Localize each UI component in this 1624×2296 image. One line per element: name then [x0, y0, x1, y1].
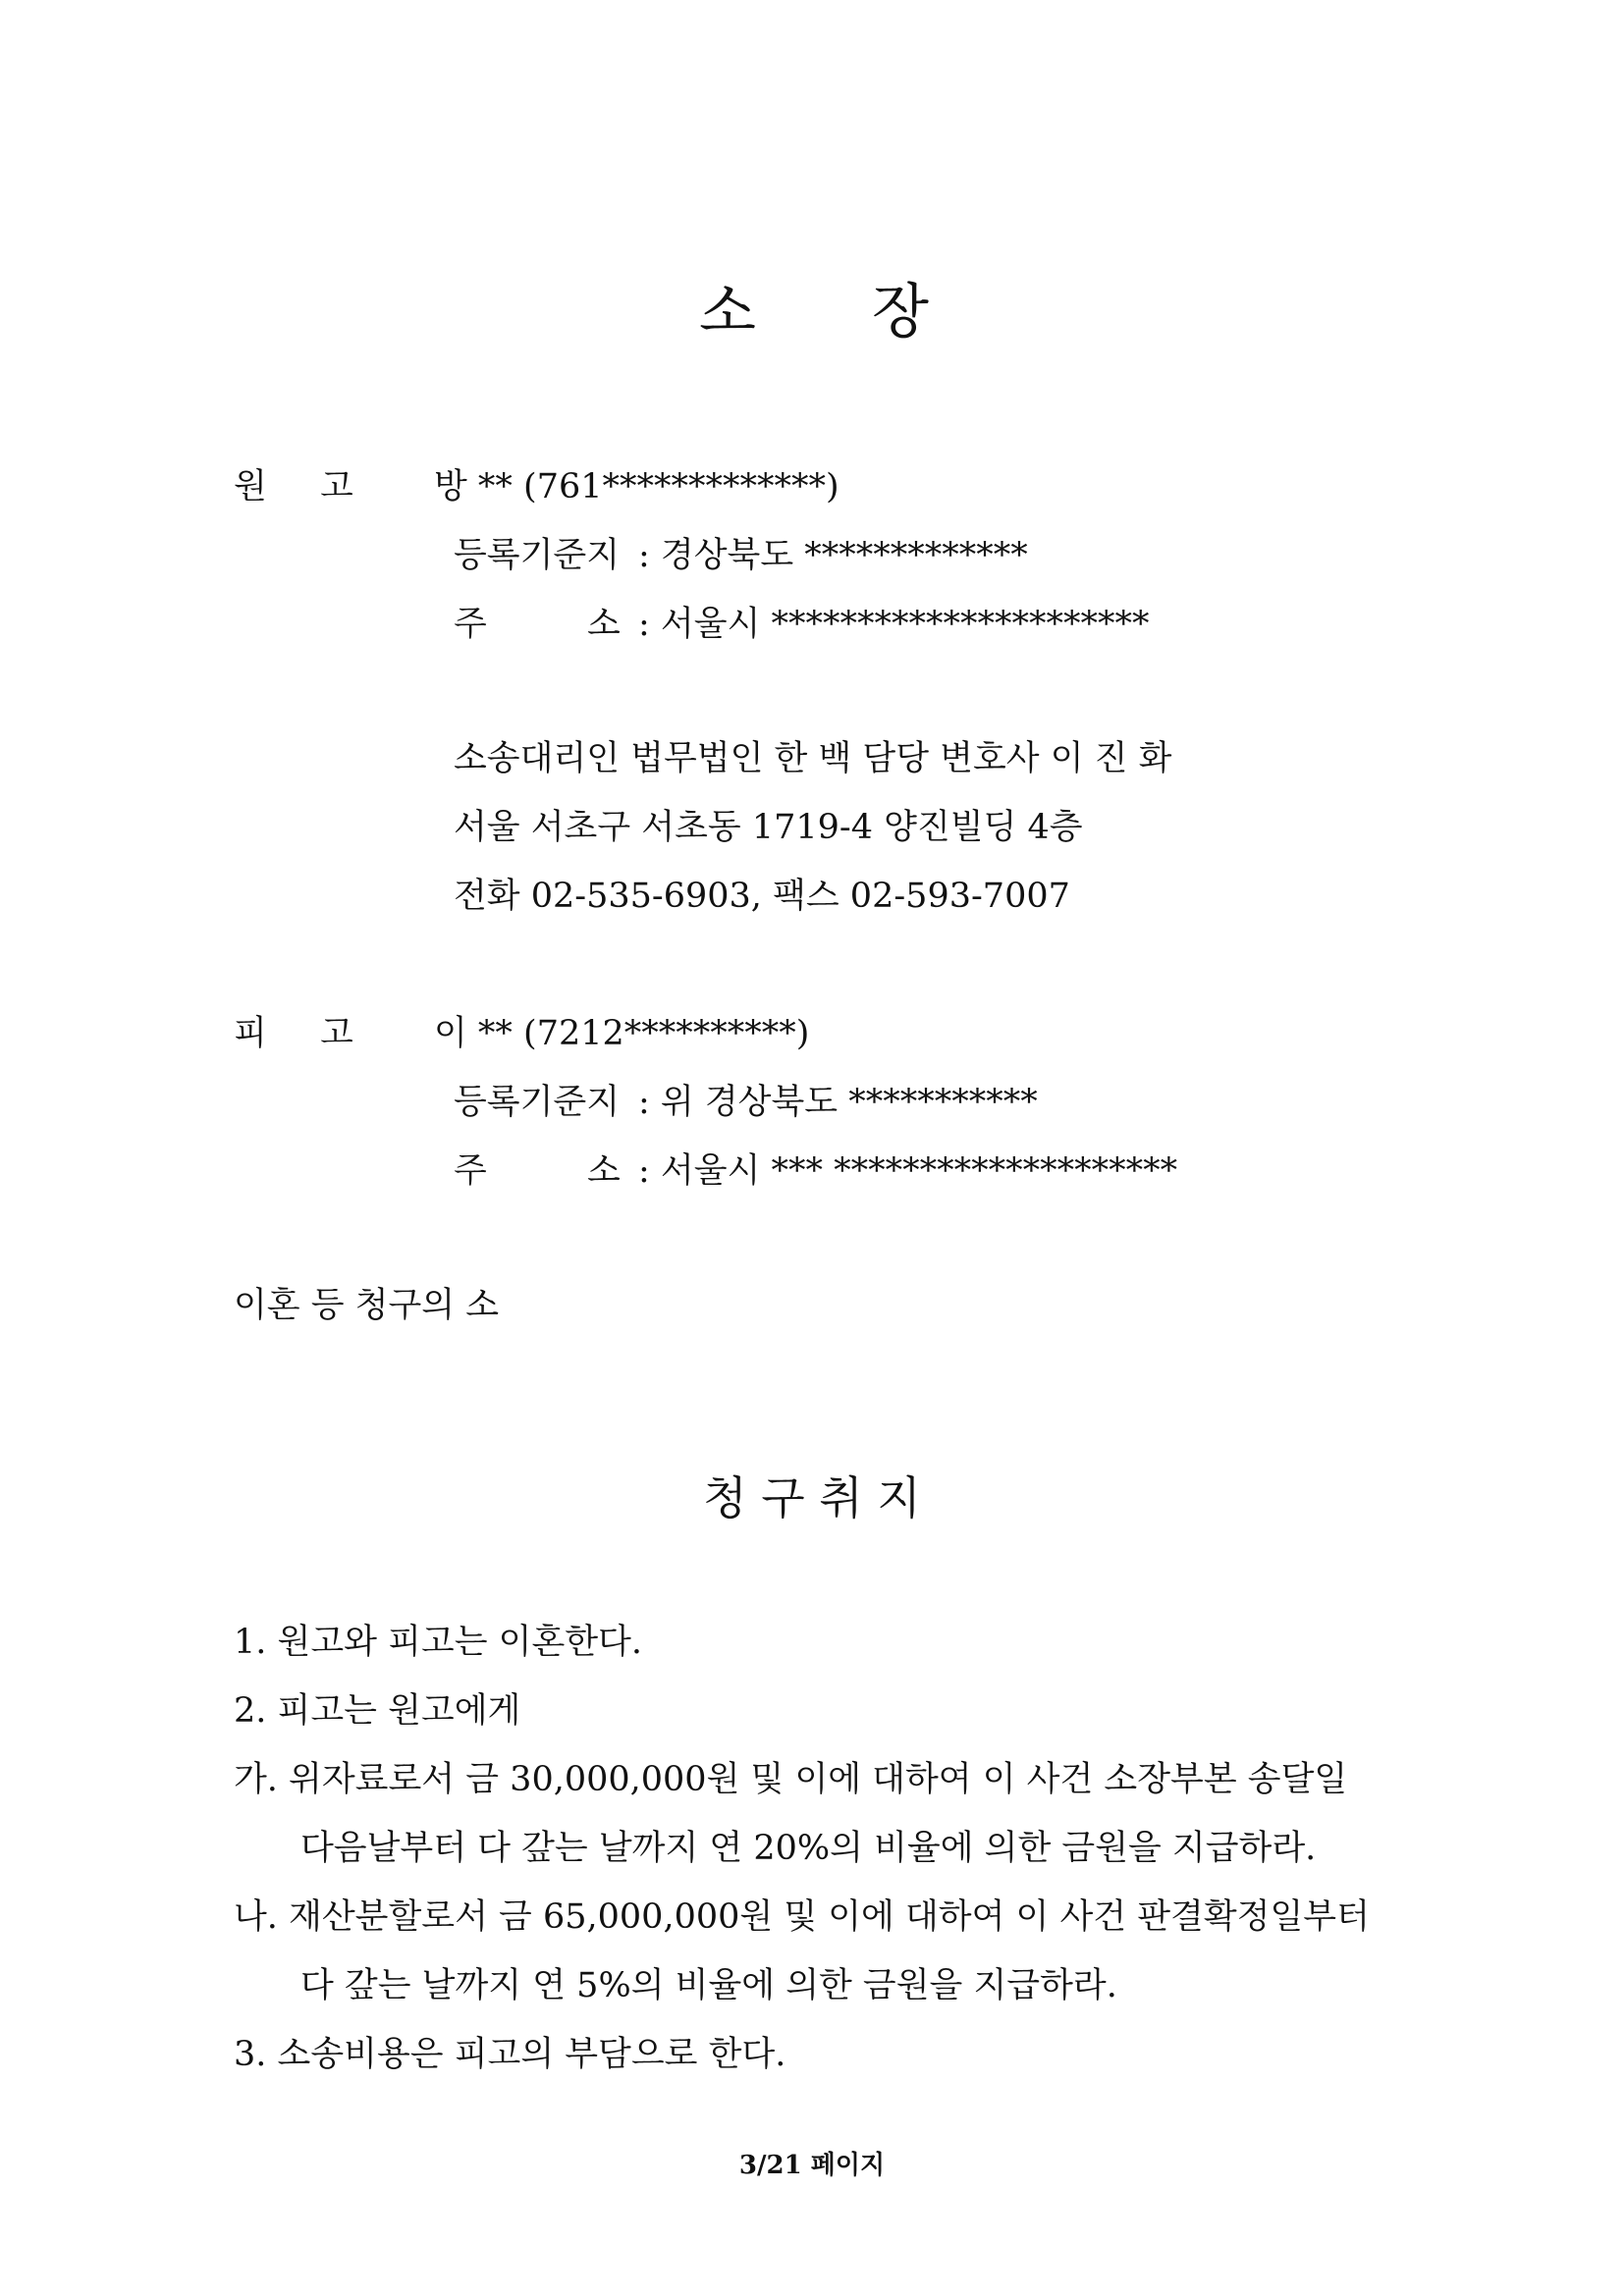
plaintiff-label-char-2: 고	[320, 467, 353, 507]
plaintiff-address-label-char-1: 주	[454, 605, 487, 644]
page-number: 3/21 페이지	[738, 2151, 886, 2180]
defendant-address-label-char-2: 소	[587, 1151, 621, 1191]
claim-item-2: 2. 피고는 원고에게	[234, 1691, 521, 1731]
case-name: 이혼 등 청구의 소	[234, 1286, 500, 1325]
defendant-registration-value: : 위 경상북도 ***********	[638, 1083, 1038, 1122]
plaintiff-label-char-1: 원	[234, 467, 267, 507]
document-title-char-1: 소	[699, 278, 756, 347]
claim-item-3: 3. 소송비용은 피고의 부담으로 한다.	[234, 2035, 786, 2074]
plaintiff-registration-value: : 경상북도 *************	[638, 536, 1028, 575]
defendant-label-char-1: 피	[234, 1014, 267, 1053]
claim-item-na-line-1: 나. 재산분할로서 금 65,000,000원 및 이에 대하여 이 사건 판결확정일부터	[234, 1897, 1370, 1937]
claim-item-1: 1. 원고와 피고는 이혼한다.	[234, 1623, 642, 1662]
claim-item-ga-line-2: 다음날부터 다 갚는 날까지 연 20%의 비율에 의한 금원을 지급하라.	[300, 1829, 1317, 1868]
attorney-line-1: 소송대리인 법무법인 한 백 담당 변호사 이 진 화	[454, 739, 1172, 778]
claims-heading: 청 구 취 지	[703, 1471, 921, 1524]
defendant-registration-label: 등록기준지	[454, 1083, 621, 1122]
plaintiff-address-label-char-2: 소	[587, 605, 621, 644]
plaintiff-name: 방 ** (761*************)	[434, 467, 839, 507]
plaintiff-address-value: : 서울시 **********************	[638, 605, 1150, 644]
claim-item-na-line-2: 다 갚는 날까지 연 5%의 비율에 의한 금원을 지급하라.	[300, 1966, 1117, 2005]
plaintiff-registration-label: 등록기준지	[454, 536, 621, 575]
defendant-address-value: : 서울시 *** ********************	[638, 1151, 1178, 1191]
attorney-line-3: 전화 02-535-6903, 팩스 02-593-7007	[454, 877, 1070, 916]
defendant-address-label-char-1: 주	[454, 1151, 487, 1191]
defendant-name: 이 ** (7212**********)	[434, 1014, 810, 1053]
attorney-line-2: 서울 서초구 서초동 1719-4 양진빌딩 4층	[454, 808, 1083, 847]
document-title-char-2: 장	[872, 278, 929, 347]
claim-item-ga-line-1: 가. 위자료로서 금 30,000,000원 및 이에 대하여 이 사건 소장부본 송달일	[234, 1760, 1348, 1799]
defendant-label-char-2: 고	[320, 1014, 353, 1053]
